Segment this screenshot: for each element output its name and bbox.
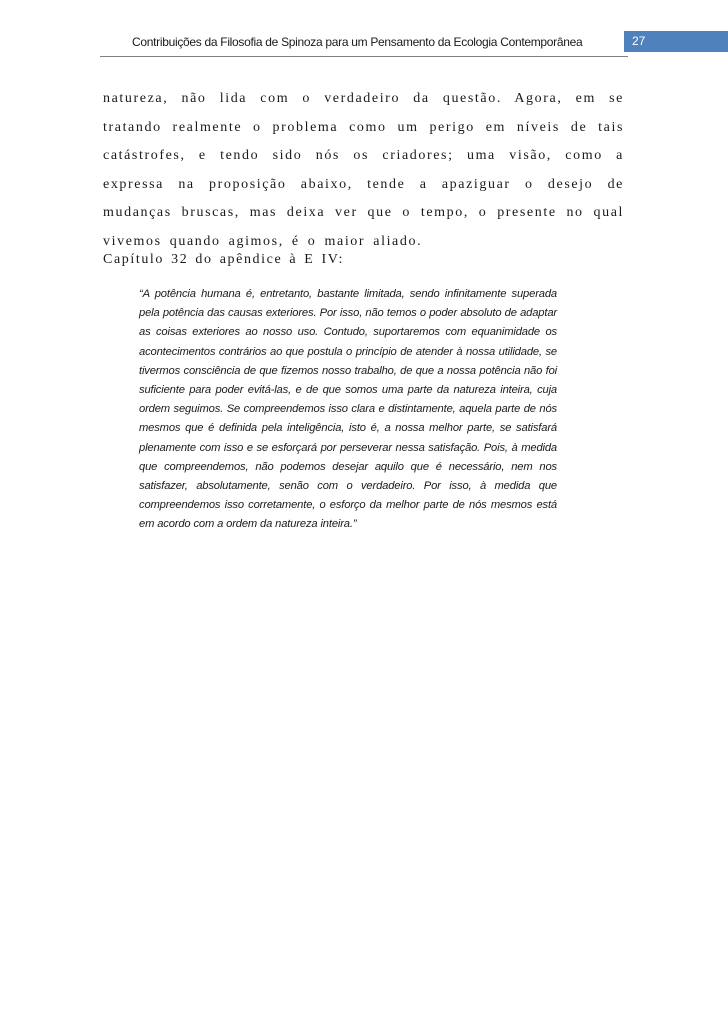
block-quote: “A potência humana é, entretanto, bastante limitada, sendo infinitamente superada pela potência das causas exteriores. Por isso, não temos o poder absoluto de adaptar as coisas exteriores ao nosso uso. Contudo, suportaremos com equanimidade os acontecimentos contrários ao que postula o princípio de atender à nossa utilidade, se tivermos consciência de que fizemos nosso trabalho, de que a nossa potência não foi suficiente para poder evitá-las, e de que somos uma parte da natureza inteira, cuja ordem seguimos. Se compreendemos isso clara e distintamente, aquela parte de nós mesmos que é definida pela inteligência, isto é, a nossa melhor parte, se satisfará plenamente com isso e se esforçará por perseverar nessa satisfação. Pois, à medida que compreendemos, não podemos desejar aquilo que é necessário, nem nos satisfazer, absolutamente, senão com o verdadeiro. Por isso, à medida que compreendemos isso corretamente, o esforço da melhor parte de nós mesmos está em acordo com a ordem da natureza inteira.” (139, 288, 557, 531)
running-header-title: Contribuições da Filosofia de Spinoza para um Pensamento da Ecologia Contemporânea (132, 35, 583, 49)
header-divider (100, 56, 628, 57)
section-heading: Capítulo 32 do apêndice à E IV: (103, 252, 344, 267)
body-paragraph: natureza, não lida com o verdadeiro da questão. Agora, em se tratando realmente o problema como um perigo em níveis de tais catástrofes, e tendo sido nós os criadores; uma visão, como a expressa na proposição abaixo, tende a apaziguar o desejo de mudanças bruscas, mas deixa ver que o tempo, o presente no qual vivemos quando agimos, é o maior aliado. (103, 91, 624, 249)
page-number-badge: 27 (624, 31, 728, 52)
